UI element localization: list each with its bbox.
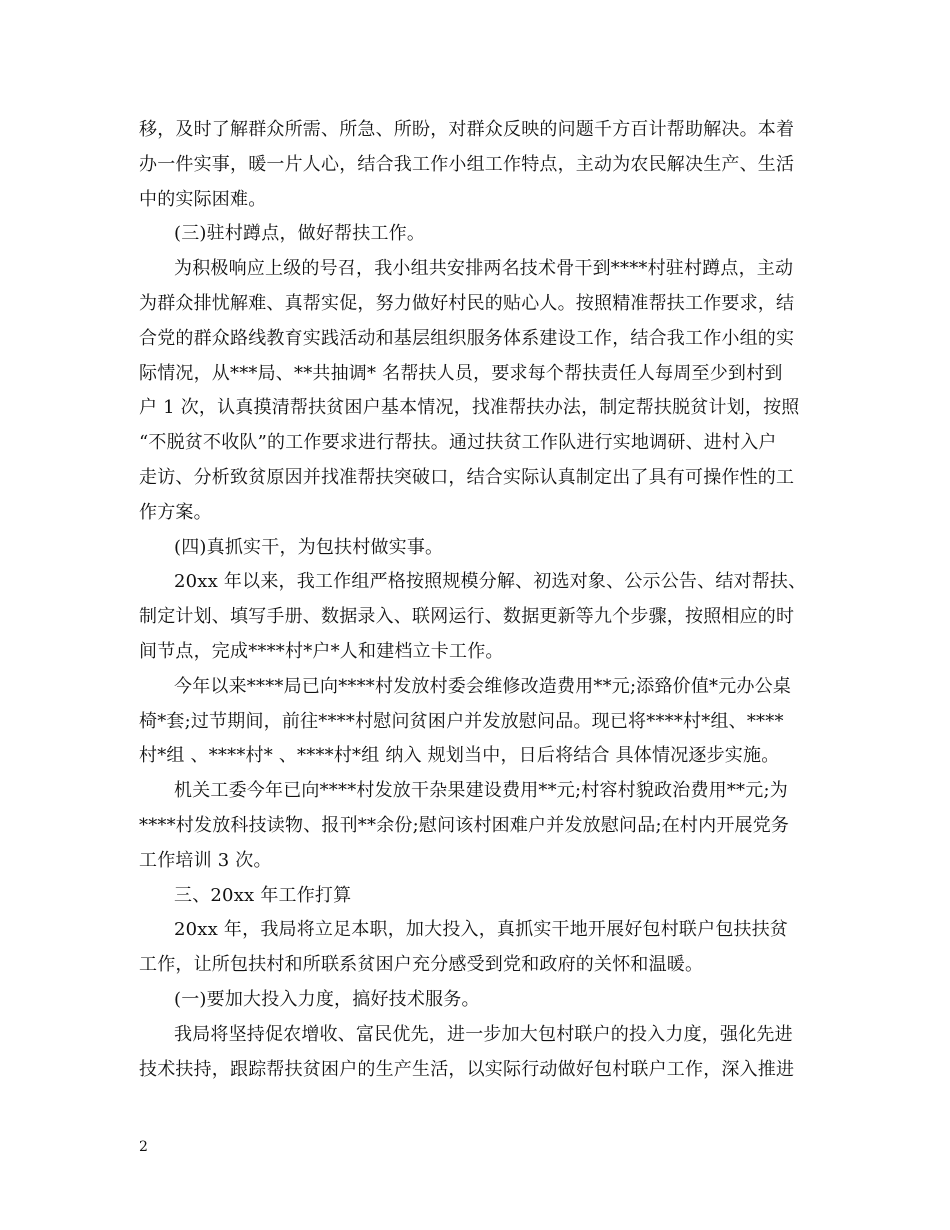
text-line: 户 1 次，认真摸清帮扶贫困户基本情况，找准帮扶办法，制定帮扶脱贫计划，按照 [139, 397, 800, 419]
text-line: 间节点，完成****村*户*人和建档立卡工作。 [139, 640, 504, 662]
document-body [139, 113, 819, 1087]
section-heading: 三、20xx 年工作打算 [174, 884, 352, 906]
text-line: 村*组 、****村* 、****村*组 纳入 规划当中，日后将结合 具体情况逐步实施。 [139, 745, 780, 767]
text-line: 际情况，从***局、**共抽调* 名帮扶人员，要求每个帮扶责任人每周至少到村到 [139, 362, 783, 384]
text-line: 合党的群众路线教育实践活动和基层组织服务体系建设工作，结合我工作小组的实 [139, 327, 795, 349]
text-line: 我局将坚持促农增收、富民优先，进一步加大包村联户的投入力度，强化先进 [174, 1023, 793, 1045]
page-number: 2 [139, 1139, 148, 1155]
text-line: 为积极响应上级的号召，我小组共安排两名技术骨干到****村驻村蹲点，主动 [174, 258, 794, 280]
text-line: 20xx 年，我局将立足本职，加大投入，真抓实干地开展好包村联户包扶扶贫 [174, 919, 789, 941]
text-line: “不脱贫不收队”的工作要求进行帮扶。通过扶贫工作队进行实地调研、进村入户 [139, 432, 777, 454]
text-line: 技术扶持，跟踪帮扶贫困户的生产生活，以实际行动做好包村联户工作，深入推进 [139, 1058, 795, 1080]
text-line: 工作培训 3 次。 [139, 849, 272, 871]
text-line: 机关工委今年已向****村发放干杂果建设费用**元;村容村貌政治费用**元;为 [174, 780, 788, 802]
text-line: 作方案。 [139, 501, 212, 523]
section-heading: (一)要加大投入力度，搞好技术服务。 [174, 988, 480, 1010]
text-line: 办一件实事，暖一片人心，结合我工作小组工作特点，主动为农民解决生产、生活 [139, 153, 795, 175]
text-line: 为群众排忧解难、真帮实促，努力做好村民的贴心人。按照精准帮扶工作要求，结 [139, 292, 795, 314]
text-line: ****村发放科技读物、报刊**余份;慰问该村困难户并发放慰问品;在村内开展党务 [139, 814, 790, 836]
text-line: 椅*套;过节期间，前往****村慰问贫困户并发放慰问品。现已将****村*组、**** [139, 710, 784, 732]
section-heading: (三)驻村蹲点，做好帮扶工作。 [174, 223, 426, 245]
text-line: 走访、分析致贫原因并找准帮扶突破口，结合实际认真制定出了具有可操作性的工 [139, 466, 795, 488]
section-heading: (四)真抓实干，为包扶村做实事。 [174, 536, 444, 558]
text-line: 中的实际困难。 [139, 188, 267, 210]
text-line: 工作，让所包扶村和所联系贫困户充分感受到党和政府的关怀和温暖。 [139, 954, 704, 976]
text-line: 今年以来****局已向****村发放村委会维修改造费用**元;添臵价值*元办公桌 [174, 675, 792, 697]
text-line: 移，及时了解群众所需、所急、所盼，对群众反映的问题千方百计帮助解决。本着 [139, 119, 795, 140]
text-line: 20xx 年以来，我工作组严格按照规模分解、初选对象、公示公告、结对帮扶、 [174, 571, 807, 593]
text-line: 制定计划、填写手册、数据录入、联网运行、数据更新等九个步骤，按照相应的时 [139, 606, 795, 628]
